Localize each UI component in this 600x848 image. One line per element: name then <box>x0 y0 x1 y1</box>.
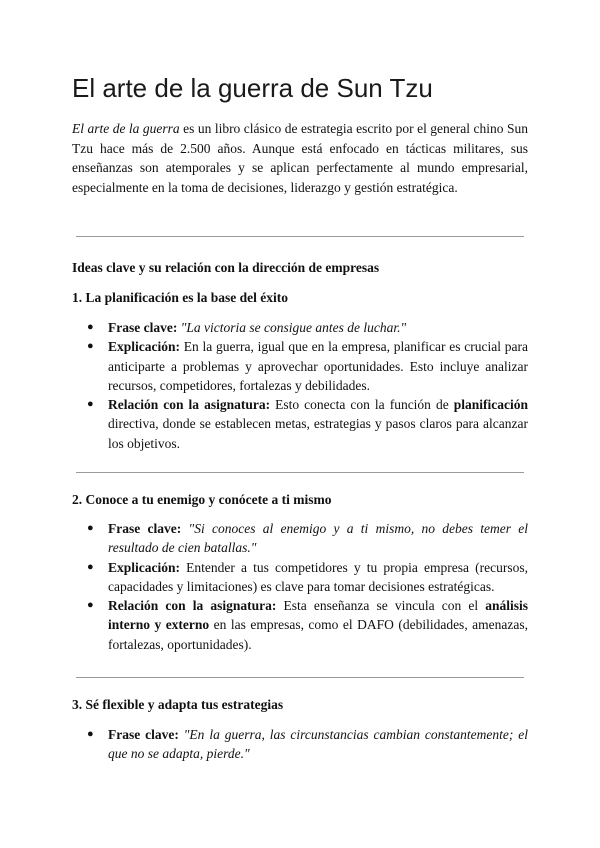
section-1-list <box>87 318 529 453</box>
section-2-heading: 2. Conoce a tu enemigo y conócete a ti mismo <box>72 492 332 507</box>
relacion-label: Relación con la asignatura: <box>108 397 271 413</box>
disc-bullet-icon: ● <box>87 321 94 333</box>
section-2-list <box>87 519 529 654</box>
list-item <box>87 395 529 453</box>
page-title: El arte de la guerra de Sun Tzu <box>72 73 433 103</box>
divider <box>76 236 524 237</box>
explicacion-label: Explicación: <box>108 559 181 575</box>
section-1-heading: 1. La planificación es la base del éxito <box>72 290 288 305</box>
explicacion-label: Explicación: <box>108 339 181 355</box>
disc-bullet-icon: ● <box>87 560 94 573</box>
disc-bullet-icon: ● <box>87 599 94 612</box>
list-item <box>87 596 529 654</box>
intro-paragraph <box>72 119 528 197</box>
relacion-post: en las empresas, como el DAFO (debilidades, amenazas, fortalezas, oportunidades). <box>108 617 529 652</box>
intro-book-title: El arte de la guerra <box>72 121 180 136</box>
explicacion-text: En la guerra, igual que en la empresa, planificar es crucial para anticiparte a problemas y aprovechar oportunidades. Esto incluye analizar recursos, competidores, fortalezas y debilidades. <box>108 339 528 393</box>
relacion-post: directiva, donde se establecen metas, estrategias y pasos claros para alcanzar los objetivos. <box>108 416 528 451</box>
intro-text: es un libro clásico de estrategia escrito por el general chino Sun Tzu hace más de 2.500 años. Aunque está enfocado en tácticas militares, sus enseñanzas son atemporales y se aplican perfectamente al mundo empresarial, especialmente en la toma de decisiones, liderazgo y gestión estratégica. <box>72 121 528 195</box>
relacion-label: Relación con la asignatura: <box>108 598 277 614</box>
disc-bullet-icon: ● <box>87 728 94 740</box>
section-3-list <box>87 725 528 764</box>
list-item <box>87 725 528 764</box>
frase-label: Frase clave: <box>108 320 178 335</box>
section-3-heading: 3. Sé flexible y adapta tus estrategias <box>72 697 284 712</box>
list-item <box>87 558 528 597</box>
relacion-bold: análisis interno y externo <box>108 598 529 633</box>
divider <box>76 472 524 473</box>
frase-quote: "La victoria se consigue antes de luchar." <box>180 320 407 335</box>
explicacion-text: Entender a tus competidores y tu propia empresa (recursos, capacidades y limitaciones) es clave para tomar decisiones estratégicas. <box>108 559 528 594</box>
relacion-pre: Esta enseñanza se vincula con el <box>276 598 486 614</box>
disc-bullet-icon: ● <box>87 340 94 353</box>
list-item <box>87 519 529 558</box>
section-heading: Ideas clave y su relación con la dirección de empresas <box>72 260 380 275</box>
frase-label: Frase clave: <box>108 727 179 742</box>
relacion-pre: Esto conecta con la función de <box>270 397 454 413</box>
relacion-bold: planificación <box>453 397 529 413</box>
disc-bullet-icon: ● <box>87 522 94 534</box>
frase-quote: "Si conoces al enemigo y a ti mismo, no debes temer el resultado de cien batallas." <box>108 521 529 556</box>
divider <box>76 677 524 678</box>
frase-quote: "En la guerra, las circunstancias cambian constantemente; el que no se adapta, pierde." <box>108 727 528 762</box>
disc-bullet-icon: ● <box>87 398 94 411</box>
list-item <box>87 318 528 337</box>
frase-label: Frase clave: <box>108 521 182 536</box>
list-item <box>87 337 528 395</box>
